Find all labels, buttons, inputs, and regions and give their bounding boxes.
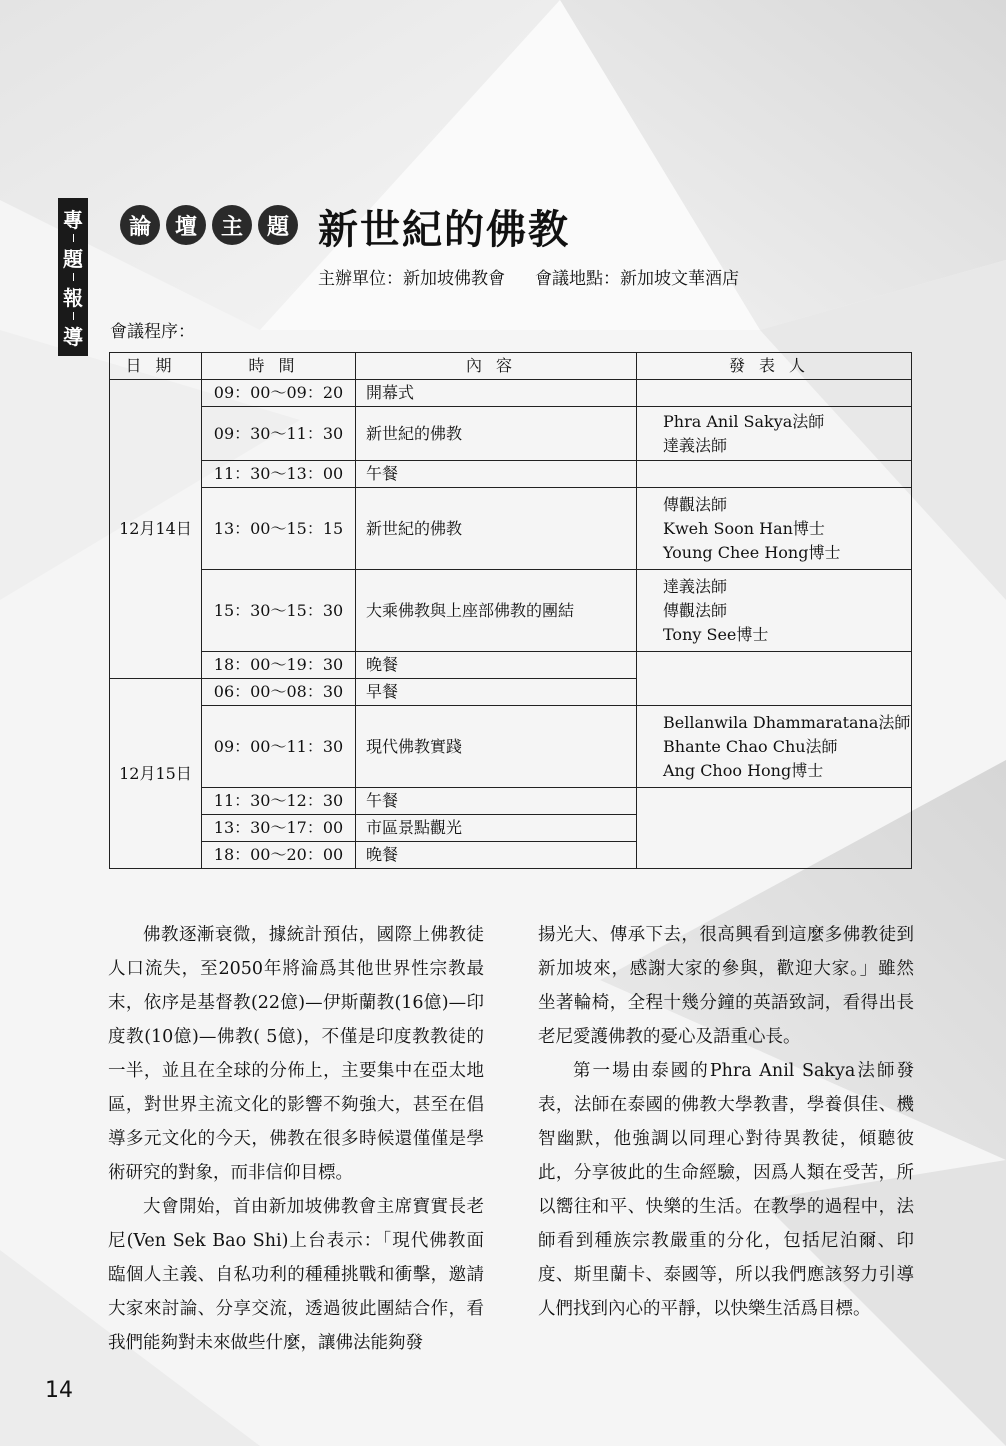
program-label: 會議程序： <box>110 322 195 342</box>
speaker-name: 達義法師 <box>663 576 728 596</box>
table-row <box>110 407 912 461</box>
time-cell: 13：30～17：00 <box>202 815 356 842</box>
time-cell: 18：00～20：00 <box>202 842 356 869</box>
time-cell: 09：30～11：30 <box>202 407 356 461</box>
content-cell: 市區景點觀光 <box>356 815 637 842</box>
venue-text: 會議地點：新加坡文華酒店 <box>535 269 739 289</box>
side-tab-char: 導 <box>63 325 83 349</box>
section-label-char: 主 <box>212 205 252 245</box>
side-tab-separator <box>73 234 74 242</box>
time-cell: 09：00～09：20 <box>202 380 356 407</box>
paragraph: 佛教逐漸衰微，據統計預估，國際上佛教徒人口流失，至2050年將淪爲其他世界性宗教最末，依序是基督教(22億)—伊斯蘭教(16億)—印度教(10億)—佛教( 5億)，不僅是印度教教徒的一半，並且在全球的分佈上，主要集中在亞太地區，對世界主流文化的影響不夠強大，甚至在倡導多元文化的今天，佛教在很多時候還僅僅是學術研究的對象，而非信仰目標。 <box>108 925 484 1183</box>
content-cell: 現代佛教實踐 <box>356 706 637 788</box>
article-body <box>108 918 914 1360</box>
content-cell: 午餐 <box>356 788 637 815</box>
header-time: 時間 <box>202 353 356 380</box>
content-cell: 晚餐 <box>356 652 637 679</box>
content-cell: 新世紀的佛教 <box>356 488 637 570</box>
side-tab-char: 專 <box>63 208 83 232</box>
content-cell: 晚餐 <box>356 842 637 869</box>
header-content: 內容 <box>356 353 637 380</box>
table-row <box>110 461 912 488</box>
paragraph: 大會開始，首由新加坡佛教會主席寶實長老尼(Ven Sek Bao Shi)上台表示：「現代佛教面臨個人主義、自私功利的種種挑戰和衝擊，邀請大家來討論、分享交流，透過彼此團結合作，看我們能夠對未來做些什麼，讓佛法能夠發 <box>108 1197 484 1353</box>
table-row <box>110 570 912 652</box>
table-row <box>110 788 912 815</box>
article-column-left <box>108 918 484 1360</box>
speaker-cell <box>637 407 912 461</box>
section-label-char: 壇 <box>166 205 206 245</box>
header-speaker: 發表人 <box>637 353 912 380</box>
speaker-name: 達義法師 <box>663 435 728 455</box>
content-cell: 開幕式 <box>356 380 637 407</box>
time-cell: 09：00～11：30 <box>202 706 356 788</box>
date-cell: 12月14日 <box>110 380 202 679</box>
speaker-cell <box>637 652 912 706</box>
speaker-name: Kweh Soon Han博士 <box>663 518 825 538</box>
table-row <box>110 380 912 407</box>
speaker-cell <box>637 461 912 488</box>
speaker-name: 傳觀法師 <box>663 494 728 514</box>
subtitle <box>318 264 739 289</box>
table-row <box>110 488 912 570</box>
section-label <box>120 205 298 245</box>
article-column-right <box>538 918 914 1360</box>
speaker-name: Young Chee Hong博士 <box>663 542 841 562</box>
section-label-char: 論 <box>120 205 160 245</box>
speaker-cell <box>637 488 912 570</box>
section-label-char: 題 <box>258 205 298 245</box>
side-tab-separator <box>73 312 74 320</box>
speaker-name: 傳觀法師 <box>663 600 728 620</box>
speaker-cell <box>637 706 912 788</box>
speaker-cell <box>637 570 912 652</box>
page-number: 14 <box>45 1378 73 1403</box>
side-tab-char: 報 <box>63 286 83 310</box>
organizer-text: 主辦單位：新加坡佛教會 <box>318 269 505 289</box>
time-cell: 11：30～12：30 <box>202 788 356 815</box>
speaker-name: Phra Anil Sakya法師 <box>663 411 825 431</box>
table-row <box>110 706 912 788</box>
time-cell: 18：00～19：30 <box>202 652 356 679</box>
speaker-name: Tony See博士 <box>663 624 769 644</box>
speaker-name: Ang Choo Hong博士 <box>663 760 824 780</box>
schedule-table <box>109 352 912 869</box>
speaker-name: Bellanwila Dhammaratana法師 <box>663 712 911 732</box>
header-date: 日期 <box>110 353 202 380</box>
time-cell: 11：30～13：00 <box>202 461 356 488</box>
table-row <box>110 652 912 679</box>
content-cell: 新世紀的佛教 <box>356 407 637 461</box>
section-side-tab <box>58 198 88 356</box>
speaker-cell <box>637 788 912 869</box>
table-header-row <box>110 353 912 380</box>
speaker-name: Bhante Chao Chu法師 <box>663 736 838 756</box>
side-tab-separator <box>73 273 74 281</box>
time-cell: 15：30～15：30 <box>202 570 356 652</box>
content-cell: 午餐 <box>356 461 637 488</box>
date-cell: 12月15日 <box>110 679 202 869</box>
time-cell: 13：00～15：15 <box>202 488 356 570</box>
paragraph: 第一場由泰國的Phra Anil Sakya法師發表，法師在泰國的佛教大學教書，學養俱佳、機智幽默，他強調以同理心對待異教徒，傾聽彼此，分享彼此的生命經驗，因爲人類在受苦，所以嚮往和平、快樂的生活。在教學的過程中，法師看到種族宗教嚴重的分化，包括尼泊爾、印度、斯里蘭卡、泰國等，所以我們應該努力引導人們找到內心的平靜，以快樂生活爲目標。 <box>538 1061 914 1319</box>
speaker-cell <box>637 380 912 407</box>
paragraph: 揚光大、傳承下去，很高興看到這麼多佛教徒到新加坡來，感謝大家的參與，歡迎大家。」雖然坐著輪椅，全程十幾分鐘的英語致詞，看得出長老尼愛護佛教的憂心及語重心長。 <box>538 925 914 1047</box>
content-cell: 大乘佛教與上座部佛教的團結 <box>356 570 637 652</box>
side-tab-char: 題 <box>63 247 83 271</box>
content-cell: 早餐 <box>356 679 637 706</box>
time-cell: 06：00～08：30 <box>202 679 356 706</box>
page-title: 新世紀的佛教 <box>318 207 570 253</box>
